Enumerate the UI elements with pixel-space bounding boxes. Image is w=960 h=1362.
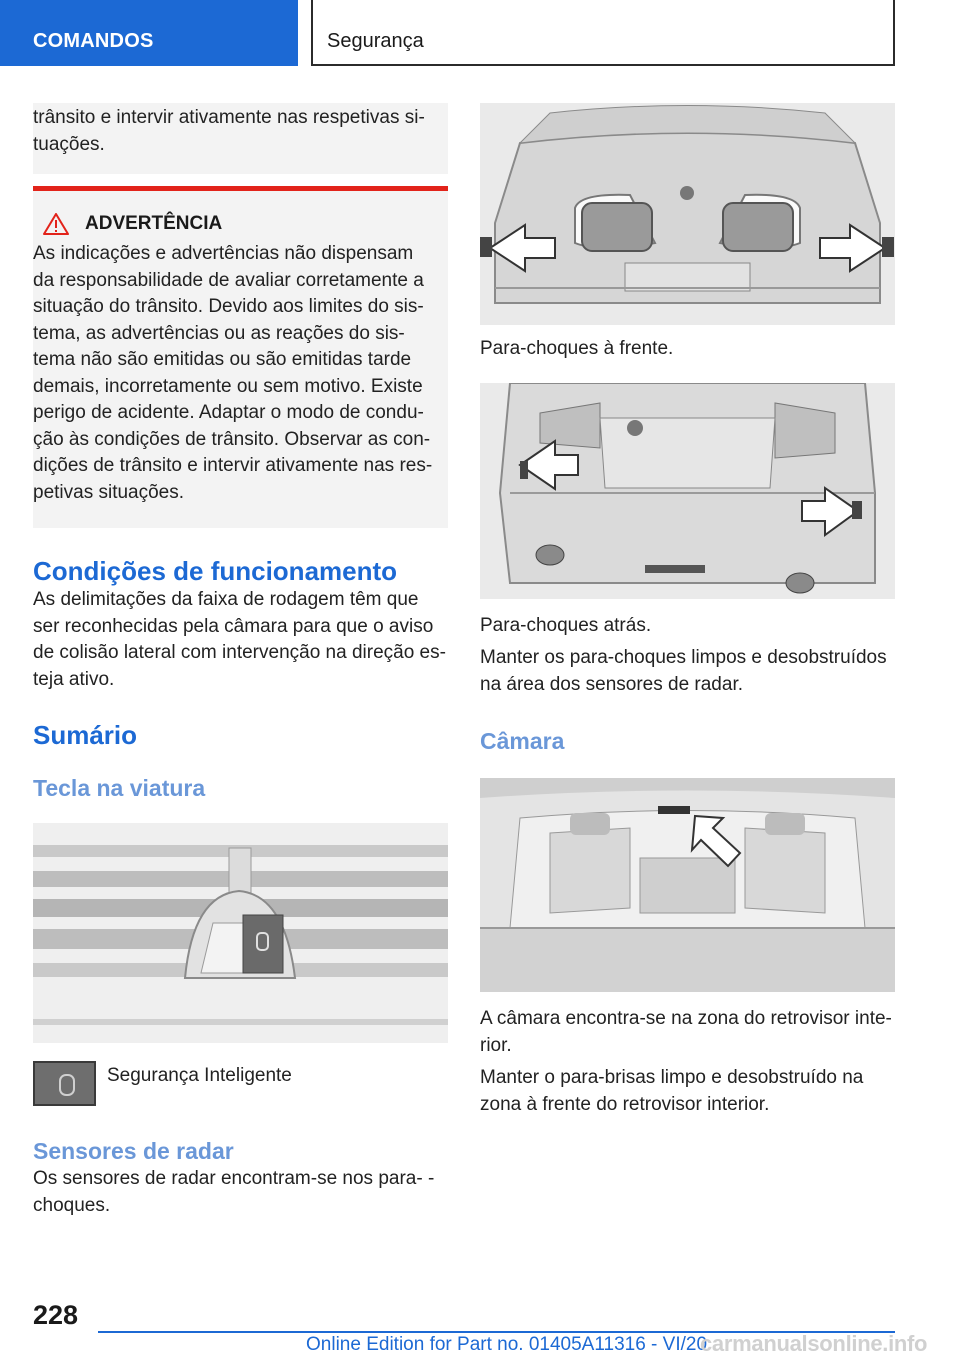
warning-box xyxy=(33,186,448,528)
bumper-note: Manter os para-choques limpos e desobstruídos na área dos sensores de radar. xyxy=(480,647,887,695)
front-bumper-image xyxy=(480,103,895,325)
grille-button-image xyxy=(33,823,448,1043)
warning-body: As indicações e advertências não dispensam da responsabilidade de avaliar corretamente a situação do trânsito. Devido aos limites do sis- tema, as advertências ou as reações do sis- tema não são emitidas ou são emitidas tarde demais, incorretamente ou sem motivo. Existe perigo de acidente. Adaptar o modo de condu- ção às condições de trânsito. Observar as con- dições de trânsito e intervir ativamente nas res- petivas situações. xyxy=(33,243,433,503)
rear-bumper-image xyxy=(480,383,895,599)
left-column xyxy=(33,103,448,1219)
rear-bumper-caption: Para-choques atrás. xyxy=(480,614,652,636)
watermark: carmanualsonline.info xyxy=(700,1331,928,1356)
functional-conditions-body: As delimitações da faixa de rodagem têm que ser reconhecidas pela câmara para que o aviso de colisão lateral com intervenção na direção es- teja ativo. xyxy=(33,589,446,690)
section-title: Segurança xyxy=(311,0,895,66)
functional-conditions-heading: Condições de funcionamento xyxy=(33,556,398,586)
camera-interior-image xyxy=(480,778,895,992)
button-legend xyxy=(33,1061,448,1106)
radar-sensors-body: Os sensores de radar encontram-se nos para- -choques. xyxy=(33,1168,435,1216)
continued-text-box xyxy=(33,103,448,174)
continued-text: trânsito e intervir ativamente nas respetivas si- tuações. xyxy=(33,107,425,155)
overview-heading: Sumário xyxy=(33,720,138,750)
edition-text: Online Edition for Part no. 01405A11316 - VI/20 xyxy=(306,1334,708,1355)
vehicle-button-heading: Tecla na viatura xyxy=(33,775,206,801)
warning-title: ADVERTÊNCIA xyxy=(85,213,223,234)
radar-sensors-heading: Sensores de radar xyxy=(33,1138,234,1164)
intelligent-safety-button-icon xyxy=(33,1061,96,1106)
intelligent-safety-label: Segurança Inteligente xyxy=(107,1065,292,1086)
front-bumper-caption: Para-choques à frente. xyxy=(480,338,674,359)
warning-triangle-icon xyxy=(43,213,71,235)
camera-note: Manter o para-brisas limpo e desobstruído na zona à frente do retrovisor interior. xyxy=(480,1067,864,1115)
warning-title-row xyxy=(43,213,438,235)
chapter-tab[interactable]: COMANDOS xyxy=(0,0,298,66)
camera-location-text: A câmara encontra-se na zona do retrovisor inte- rior. xyxy=(480,1008,892,1056)
page-number: 228 xyxy=(33,1300,79,1330)
camera-heading: Câmara xyxy=(480,728,565,754)
right-column xyxy=(480,103,895,1118)
